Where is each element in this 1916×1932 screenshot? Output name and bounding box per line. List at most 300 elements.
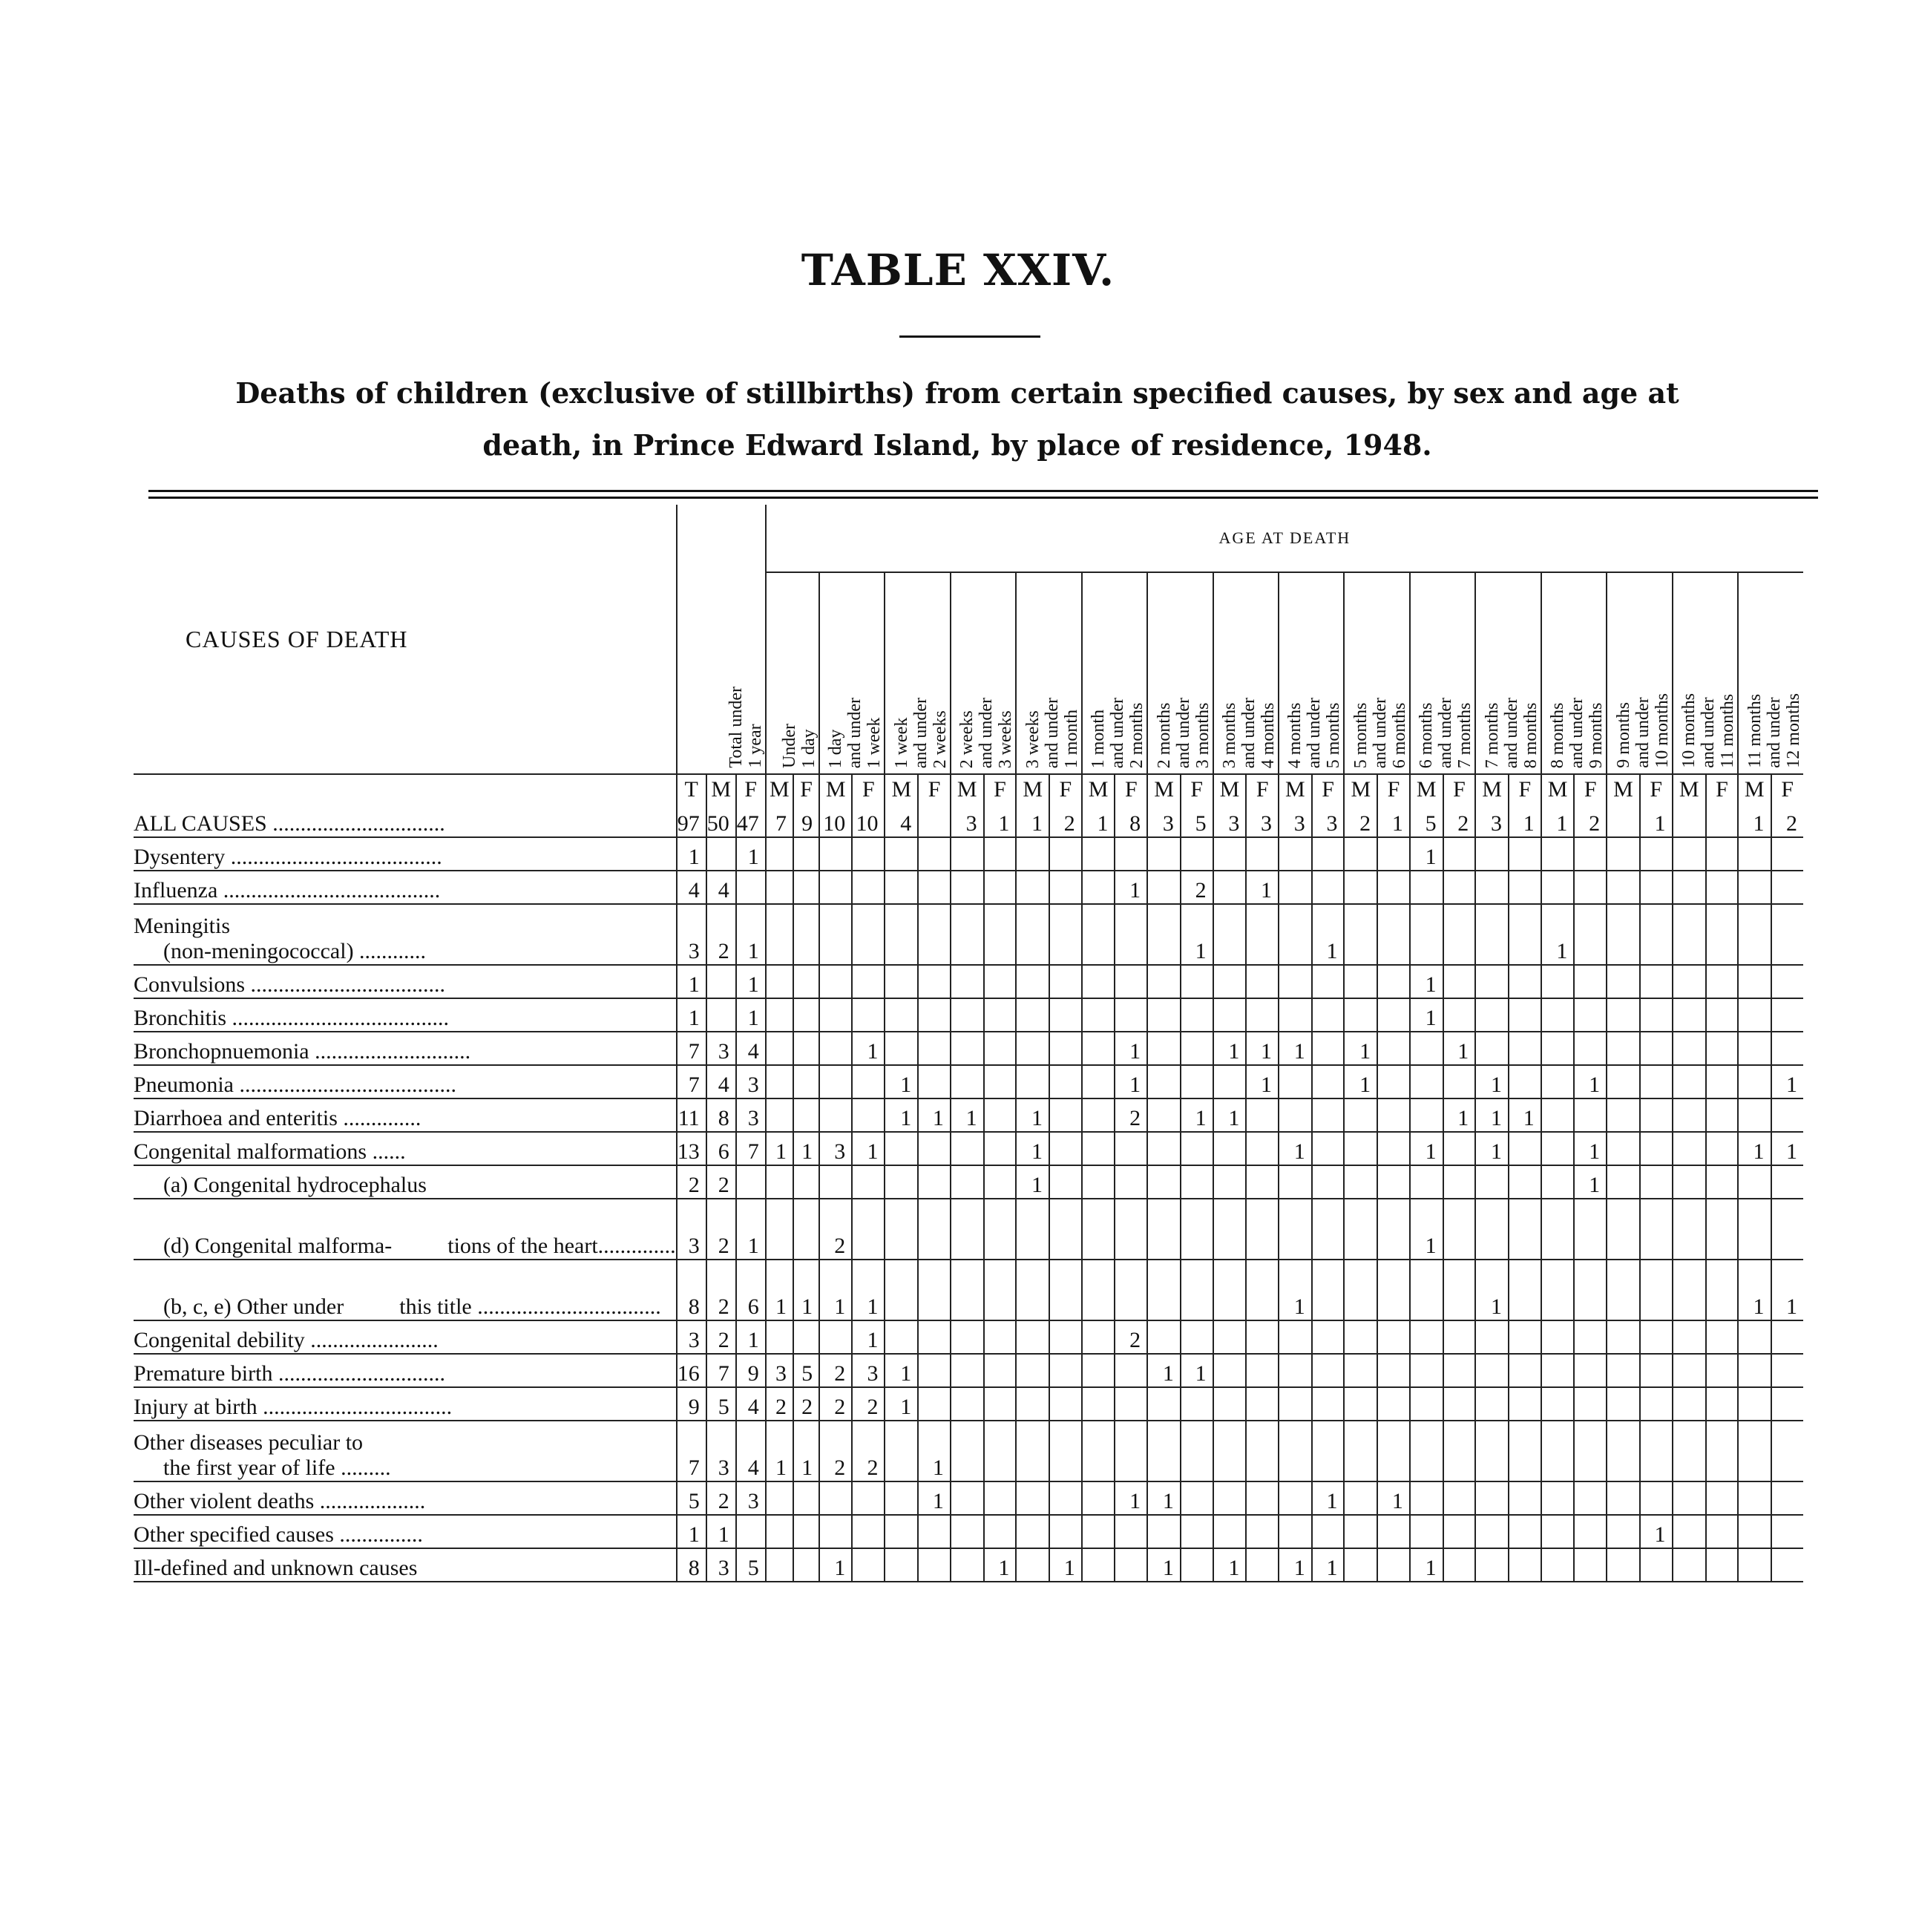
cell-value — [1312, 1165, 1345, 1199]
cell-value: 1 — [793, 1260, 819, 1320]
cell-value — [1443, 1421, 1476, 1481]
table-row — [134, 998, 1803, 1032]
cell-value — [1082, 998, 1115, 1032]
cell-value — [1738, 965, 1771, 998]
cell-value — [1541, 1515, 1575, 1548]
cell-value: 2 — [852, 1421, 885, 1481]
cell-value — [1312, 1199, 1345, 1260]
cell-value: 2 — [1344, 805, 1377, 837]
age-header-0: Under 1 day — [766, 572, 819, 774]
cell-value — [1640, 1421, 1673, 1481]
age-header-14: 10 months and under 11 months — [1673, 572, 1738, 774]
cell-value: 1 — [1410, 998, 1443, 1032]
cell-value: 2 — [706, 1165, 736, 1199]
cell-value — [1181, 1199, 1213, 1260]
cell-value — [1279, 1065, 1312, 1098]
cell-value — [951, 1354, 984, 1387]
cell-value — [766, 1548, 793, 1582]
table-row — [134, 1098, 1803, 1132]
cell-value — [984, 1515, 1017, 1548]
cell-value — [1607, 871, 1640, 904]
cell-value: 10 — [852, 805, 885, 837]
cell-value — [1377, 998, 1410, 1032]
cell-value — [1115, 1515, 1147, 1548]
cell-value — [1246, 1548, 1279, 1582]
cell-value — [1410, 1098, 1443, 1132]
cell-value — [1147, 965, 1181, 998]
cell-value — [1640, 1354, 1673, 1387]
cell-value: 5 — [1181, 805, 1213, 837]
cell-value — [706, 837, 736, 871]
cell-value: 11 — [677, 1098, 706, 1132]
cell-value — [1213, 965, 1247, 998]
mf-row-spacer — [134, 774, 677, 805]
cell-value — [1771, 1098, 1803, 1132]
cell-value — [1147, 1387, 1181, 1421]
cell-value — [1049, 1032, 1082, 1065]
cell-value — [766, 965, 793, 998]
cell-value: 1 — [852, 1260, 885, 1320]
cell-value: 1 — [1509, 1098, 1541, 1132]
age-header-5: 1 month and under 2 months — [1082, 572, 1147, 774]
cell-value: 3 — [1312, 805, 1345, 837]
cell-value — [793, 904, 819, 965]
cell-value — [1344, 1320, 1377, 1354]
cell-value — [1082, 1481, 1115, 1515]
cell-value — [1246, 1421, 1279, 1481]
cell-value — [766, 1032, 793, 1065]
cell-value — [1541, 1354, 1575, 1387]
cell-value — [1246, 1515, 1279, 1548]
cell-value — [1706, 1065, 1738, 1098]
cell-value — [1246, 965, 1279, 998]
cell-value: 3 — [706, 1032, 736, 1065]
cell-value — [793, 1481, 819, 1515]
cell-value — [1279, 1199, 1312, 1260]
cell-value — [1344, 1387, 1377, 1421]
cell-value — [1181, 1548, 1213, 1582]
cell-value — [1082, 1548, 1115, 1582]
cell-value: 1 — [1115, 1481, 1147, 1515]
cell-value: 1 — [1213, 1098, 1247, 1132]
age-header-8: 4 months and under 5 months — [1279, 572, 1344, 774]
cell-value — [1706, 1098, 1738, 1132]
cell-value: 1 — [736, 998, 766, 1032]
cell-value — [793, 871, 819, 904]
cell-value: 1 — [1640, 805, 1673, 837]
cell-value — [1312, 871, 1345, 904]
cell-value — [1673, 1199, 1706, 1260]
cell-value — [885, 1132, 918, 1165]
cell-value — [1541, 1132, 1575, 1165]
cell-value — [1049, 904, 1082, 965]
cell-value — [819, 1165, 852, 1199]
cell-value — [1115, 1260, 1147, 1320]
cell-value: 1 — [984, 1548, 1017, 1582]
cell-value — [1706, 1515, 1738, 1548]
cell-value — [1475, 1032, 1509, 1065]
cell-value — [1640, 1199, 1673, 1260]
cell-value: 1 — [1410, 1199, 1443, 1260]
cell-value: 1 — [1574, 1065, 1607, 1098]
cell-value: 47 — [736, 805, 766, 837]
cell-value — [1082, 1354, 1115, 1387]
age-header-15: 11 months and under 12 months — [1738, 572, 1803, 774]
cell-value — [1475, 1354, 1509, 1387]
cell-value — [1377, 1260, 1410, 1320]
cell-value — [793, 1165, 819, 1199]
deaths-table — [134, 505, 1803, 1582]
cause-label: Other specified causes ............... — [134, 1515, 677, 1548]
cell-value: 2 — [706, 1481, 736, 1515]
cell-value: 3 — [819, 1132, 852, 1165]
cell-value — [1509, 837, 1541, 871]
cell-value — [1279, 871, 1312, 904]
cell-value — [819, 837, 852, 871]
cell-value — [1344, 904, 1377, 965]
cell-value — [1771, 1320, 1803, 1354]
cell-value — [766, 1515, 793, 1548]
table-row — [134, 1421, 1803, 1481]
cell-value — [1377, 1387, 1410, 1421]
cell-value — [1541, 1199, 1575, 1260]
cell-value — [885, 1515, 918, 1548]
cell-value — [1410, 1515, 1443, 1548]
cell-value: 1 — [1279, 1548, 1312, 1582]
cell-value — [918, 1387, 951, 1421]
cell-value — [1771, 1032, 1803, 1065]
cell-value — [1147, 1515, 1181, 1548]
cell-value — [1475, 871, 1509, 904]
cell-value — [885, 1548, 918, 1582]
cell-value — [1673, 1032, 1706, 1065]
cell-value: 1 — [1410, 1548, 1443, 1582]
cell-value — [1410, 1421, 1443, 1481]
cause-label: Influenza ....................................... — [134, 871, 677, 904]
cell-value — [1541, 1548, 1575, 1582]
age-header-1: 1 day and under 1 week — [819, 572, 885, 774]
cell-value — [1344, 1098, 1377, 1132]
cell-value — [1115, 1354, 1147, 1387]
sex-header-9: M — [951, 774, 984, 805]
cell-value — [1016, 1320, 1049, 1354]
cell-value: 1 — [1574, 1132, 1607, 1165]
cell-value — [1115, 1548, 1147, 1582]
cell-value — [1738, 1032, 1771, 1065]
cell-value — [1607, 1098, 1640, 1132]
sex-header-21: M — [1344, 774, 1377, 805]
cell-value — [1607, 1421, 1640, 1481]
cell-value — [1377, 1548, 1410, 1582]
cell-value — [1640, 1132, 1673, 1165]
cell-value: 1 — [736, 904, 766, 965]
cell-value — [1673, 871, 1706, 904]
cell-value — [1443, 965, 1476, 998]
sex-header-32: F — [1706, 774, 1738, 805]
cell-value: 1 — [1312, 904, 1345, 965]
cell-value — [1607, 805, 1640, 837]
cell-value — [1706, 1132, 1738, 1165]
cell-value — [885, 904, 918, 965]
cell-value: 1 — [852, 1032, 885, 1065]
cell-value — [1049, 1421, 1082, 1481]
table-row — [134, 1199, 1803, 1260]
cell-value: 1 — [1115, 1032, 1147, 1065]
cell-value: 1 — [918, 1098, 951, 1132]
cell-value — [1279, 1481, 1312, 1515]
cell-value: 1 — [819, 1548, 852, 1582]
cell-value — [1246, 904, 1279, 965]
cell-value — [1344, 1132, 1377, 1165]
cell-value — [918, 871, 951, 904]
cell-value — [1181, 998, 1213, 1032]
cell-value: 1 — [1344, 1032, 1377, 1065]
cell-value — [1574, 1032, 1607, 1065]
cell-value — [1673, 998, 1706, 1032]
cell-value — [736, 1165, 766, 1199]
cell-value — [1377, 1065, 1410, 1098]
cell-value — [1509, 965, 1541, 998]
cell-value: 3 — [766, 1354, 793, 1387]
cell-value — [1509, 1165, 1541, 1199]
cell-value — [1246, 1320, 1279, 1354]
cell-value — [885, 871, 918, 904]
cell-value — [1771, 1515, 1803, 1548]
cell-value — [951, 965, 984, 998]
cell-value: 1 — [885, 1354, 918, 1387]
cell-value — [1574, 1515, 1607, 1548]
cell-value — [1181, 1515, 1213, 1548]
cell-value — [1016, 871, 1049, 904]
cell-value: 1 — [1410, 965, 1443, 998]
cell-value — [1410, 1320, 1443, 1354]
cell-value — [1016, 1481, 1049, 1515]
table-row — [134, 1132, 1803, 1165]
cell-value — [1016, 965, 1049, 998]
cell-value: 1 — [1640, 1515, 1673, 1548]
cell-value — [1706, 1032, 1738, 1065]
cell-value — [1673, 1320, 1706, 1354]
cell-value: 4 — [736, 1421, 766, 1481]
cell-value — [1147, 1132, 1181, 1165]
cell-value — [1771, 965, 1803, 998]
cell-value — [1771, 1548, 1803, 1582]
cell-value: 1 — [852, 1320, 885, 1354]
cell-value: 1 — [1344, 1065, 1377, 1098]
cell-value — [1410, 1481, 1443, 1515]
cell-value — [1279, 1098, 1312, 1132]
cell-value — [1246, 837, 1279, 871]
cell-value: 1 — [1147, 1354, 1181, 1387]
cell-value: 1 — [1082, 805, 1115, 837]
cell-value: 2 — [1115, 1098, 1147, 1132]
sex-header-5: M — [819, 774, 852, 805]
cell-value — [1574, 1548, 1607, 1582]
cell-value — [1673, 1132, 1706, 1165]
cell-value: 1 — [1312, 1548, 1345, 1582]
cell-value — [793, 1032, 819, 1065]
cell-value — [793, 1065, 819, 1098]
cell-value — [819, 1065, 852, 1098]
cell-value: 1 — [766, 1132, 793, 1165]
cell-value — [852, 1548, 885, 1582]
cell-value — [1213, 904, 1247, 965]
cell-value — [1279, 1320, 1312, 1354]
cell-value — [736, 1515, 766, 1548]
cell-value — [885, 1320, 918, 1354]
cell-value — [1640, 871, 1673, 904]
cell-value — [1706, 1199, 1738, 1260]
table-row — [134, 1065, 1803, 1098]
cell-value: 1 — [793, 1421, 819, 1481]
cell-value — [1181, 1320, 1213, 1354]
cell-value: 1 — [766, 1421, 793, 1481]
cell-value — [1771, 837, 1803, 871]
table-row — [134, 965, 1803, 998]
cell-value: 3 — [1475, 805, 1509, 837]
cell-value — [1115, 904, 1147, 965]
cause-label: Premature birth .............................. — [134, 1354, 677, 1387]
cell-value — [1475, 1548, 1509, 1582]
cell-value — [819, 998, 852, 1032]
cell-value — [1443, 1260, 1476, 1320]
cell-value — [1377, 965, 1410, 998]
cell-value — [1509, 1320, 1541, 1354]
cause-label: Bronchopnuemonia ............................ — [134, 1032, 677, 1065]
table-row — [134, 1481, 1803, 1515]
cell-value: 2 — [706, 1320, 736, 1354]
table-row — [134, 1032, 1803, 1065]
sex-header-8: F — [918, 774, 951, 805]
cell-value — [766, 871, 793, 904]
cell-value: 2 — [1049, 805, 1082, 837]
cell-value — [1673, 965, 1706, 998]
cell-value: 1 — [1738, 805, 1771, 837]
cell-value — [1541, 1065, 1575, 1098]
cell-value — [885, 998, 918, 1032]
sex-header-25: M — [1475, 774, 1509, 805]
cell-value — [1181, 1260, 1213, 1320]
cell-value — [1443, 1515, 1476, 1548]
cell-value — [1673, 1260, 1706, 1320]
cell-value — [1475, 1421, 1509, 1481]
cell-value — [918, 837, 951, 871]
cell-value — [1410, 1165, 1443, 1199]
cell-value: 2 — [706, 1260, 736, 1320]
cell-value — [918, 1515, 951, 1548]
cell-value — [1049, 1387, 1082, 1421]
cell-value: 5 — [677, 1481, 706, 1515]
cell-value — [1147, 904, 1181, 965]
sex-header-6: F — [852, 774, 885, 805]
cell-value — [1312, 1065, 1345, 1098]
cell-value — [1344, 1199, 1377, 1260]
cell-value — [793, 837, 819, 871]
cell-value — [1475, 998, 1509, 1032]
cell-value — [1640, 1032, 1673, 1065]
cell-value — [1016, 1387, 1049, 1421]
cell-value: 2 — [766, 1387, 793, 1421]
cell-value — [793, 1098, 819, 1132]
sex-header-0: T — [677, 774, 706, 805]
cell-value — [1082, 1065, 1115, 1098]
cause-label: Pneumonia ....................................... — [134, 1065, 677, 1098]
cell-value — [1147, 1032, 1181, 1065]
cell-value: 1 — [1771, 1260, 1803, 1320]
cell-value — [1771, 904, 1803, 965]
cell-value — [852, 965, 885, 998]
age-header-7: 3 months and under 4 months — [1213, 572, 1279, 774]
cell-value — [1181, 1165, 1213, 1199]
cell-value — [1607, 965, 1640, 998]
cell-value: 1 — [1213, 1548, 1247, 1582]
cell-value: 1 — [1181, 904, 1213, 965]
cell-value — [885, 1481, 918, 1515]
cell-value: 1 — [1771, 1065, 1803, 1098]
sex-header-14: F — [1115, 774, 1147, 805]
cell-value: 2 — [819, 1354, 852, 1387]
cell-value — [1213, 1132, 1247, 1165]
cell-value — [1181, 837, 1213, 871]
cell-value — [1509, 1481, 1541, 1515]
cell-value — [1312, 1032, 1345, 1065]
cause-label: Ill-defined and unknown causes — [134, 1548, 677, 1582]
cell-value — [1673, 1387, 1706, 1421]
cell-value: 2 — [706, 1199, 736, 1260]
cause-label: (b, c, e) Other under this title ................................. — [134, 1260, 677, 1320]
cell-value — [1016, 1354, 1049, 1387]
cell-value: 1 — [984, 805, 1017, 837]
cell-value — [1574, 1354, 1607, 1387]
cell-value — [1115, 1421, 1147, 1481]
cell-value — [1115, 998, 1147, 1032]
cell-value — [1673, 805, 1706, 837]
cell-value: 50 — [706, 805, 736, 837]
cell-value — [1509, 1354, 1541, 1387]
cause-label: Meningitis (non-meningococcal) ............ — [134, 904, 677, 965]
cell-value — [1706, 1548, 1738, 1582]
cell-value: 3 — [951, 805, 984, 837]
cell-value — [1574, 904, 1607, 965]
cell-value — [1443, 1387, 1476, 1421]
cell-value — [1082, 1320, 1115, 1354]
cell-value — [1541, 1387, 1575, 1421]
cell-value — [1541, 1481, 1575, 1515]
cell-value — [1738, 1165, 1771, 1199]
cell-value — [1312, 837, 1345, 871]
cell-value — [951, 1481, 984, 1515]
cell-value — [1475, 904, 1509, 965]
cell-value — [1344, 871, 1377, 904]
cell-value: 1 — [1475, 1260, 1509, 1320]
cell-value — [793, 998, 819, 1032]
cell-value — [1738, 1387, 1771, 1421]
cell-value — [1049, 1481, 1082, 1515]
cell-value — [1016, 1065, 1049, 1098]
cell-value: 1 — [1246, 1065, 1279, 1098]
cell-value — [1509, 1260, 1541, 1320]
cell-value — [1738, 871, 1771, 904]
cell-value — [1049, 1065, 1082, 1098]
cell-value — [1147, 1098, 1181, 1132]
cause-label: Diarrhoea and enteritis .............. — [134, 1098, 677, 1132]
cell-value: 1 — [918, 1481, 951, 1515]
cell-value — [1509, 1421, 1541, 1481]
cell-value — [1344, 1421, 1377, 1481]
cell-value — [1016, 1032, 1049, 1065]
cell-value — [1574, 1199, 1607, 1260]
table-row — [134, 871, 1803, 904]
